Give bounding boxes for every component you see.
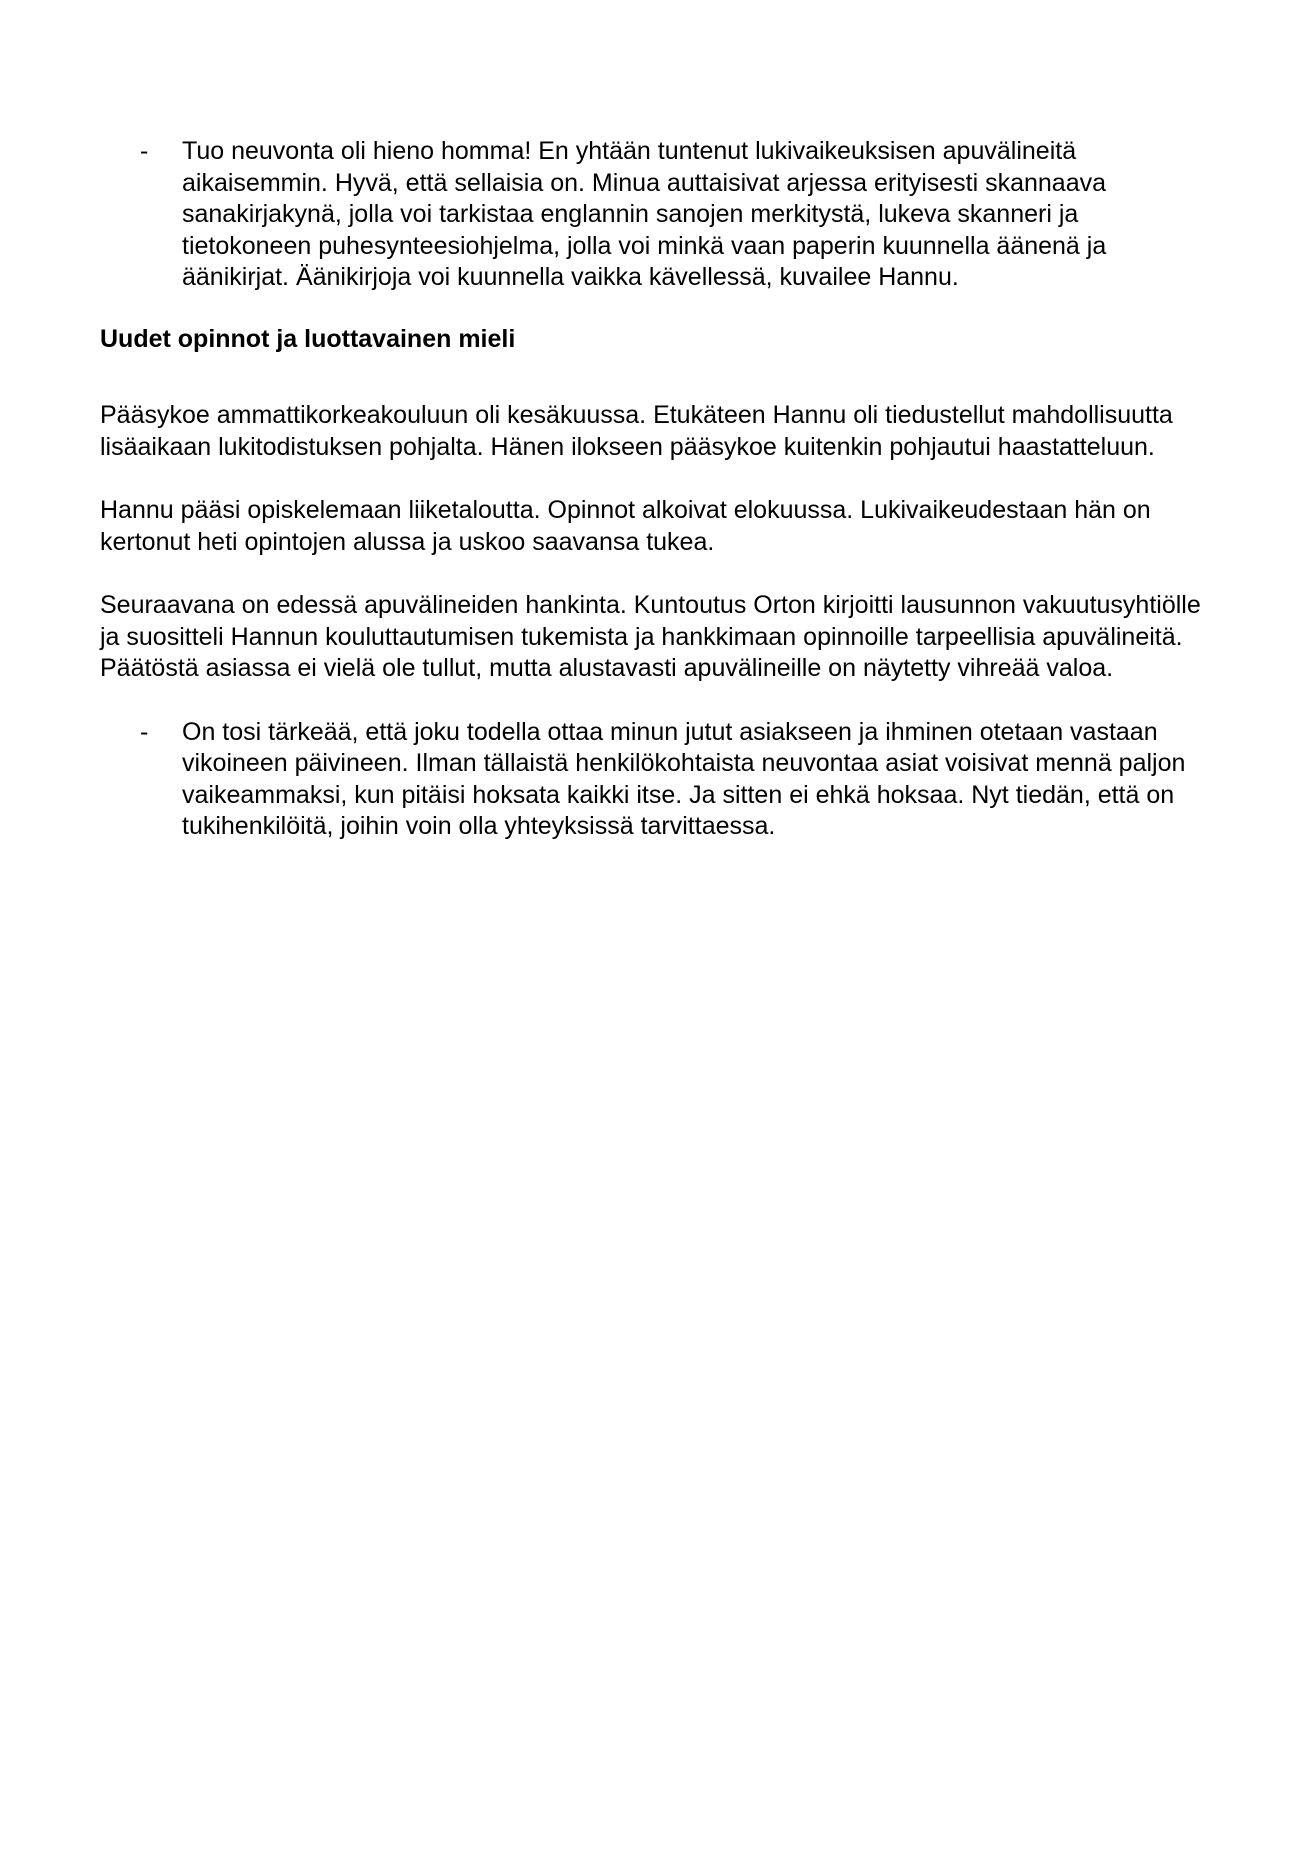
quote-text: On tosi tärkeää, että joku todella ottaa minun jutut asiakseen ja ihminen otetaan vastaan vikoineen päivineen. Ilman tällaistä henkilökohtaista neuvontaa asiat voisivat mennä paljon vaikeammaksi, kun pitäisi hoksata kaikki itse. Ja sitten ei ehkä hoksaa. Nyt tiedän, että on tukihenkilöitä, joihin voin olla yhteyksissä tarvittaessa. <box>182 717 1186 840</box>
quote-block-support <box>100 717 1210 843</box>
paragraph-entrance-exam: Pääsykoe ammattikorkeakouluun oli kesäkuussa. Etukäteen Hannu oli tiedustellut mahdollisuutta lisäaikaan lukitodistuksen pohjalta. Hänen ilokseen pääsykoe kuitenkin pohjautui haastatteluun. <box>100 401 1173 461</box>
section-heading: Uudet opinnot ja luottavainen mieli <box>100 324 516 353</box>
paragraph-assistive-devices: Seuraavana on edessä apuvälineiden hankinta. Kuntoutus Orton kirjoitti lausunnon vakuutusyhtiölle ja suositteli Hannun kouluttautumisen tukemista ja hankkimaan opinnoille tarpeellisia apuvälineitä. Päätöstä asiassa ei vielä ole tullut, mutta alustavasti apuvälineille on näytetty vihreää valoa. <box>100 591 1201 682</box>
paragraph-studies: Hannu pääsi opiskelemaan liiketaloutta. Opinnot alkoivat elokuussa. Lukivaikeudestaan hän on kertonut heti opintojen alussa ja uskoo saavansa tukea. <box>100 496 1151 556</box>
quote-dash: - <box>140 717 149 746</box>
document-content <box>100 136 1210 843</box>
quote-block-advice <box>100 136 1210 294</box>
quote-dash: - <box>140 137 149 165</box>
quote-text: Tuo neuvonta oli hieno homma! En yhtään tuntenut lukivaikeuksisen apuvälineitä aikaisemmin. Hyvä, että sellaisia on. Minua auttaisivat arjessa erityisesti skannaava sanakirjakynä, jolla voi tarkistaa englannin sanojen merkitystä, lukeva skanneri ja tietokoneen puhesynteesiohjelma, jolla voi minkä vaan paperin kuunnella äänenä ja äänikirjat. Äänikirjoja voi kuunnella vaikka kävellessä, kuvailee Hannu. <box>182 137 1107 291</box>
